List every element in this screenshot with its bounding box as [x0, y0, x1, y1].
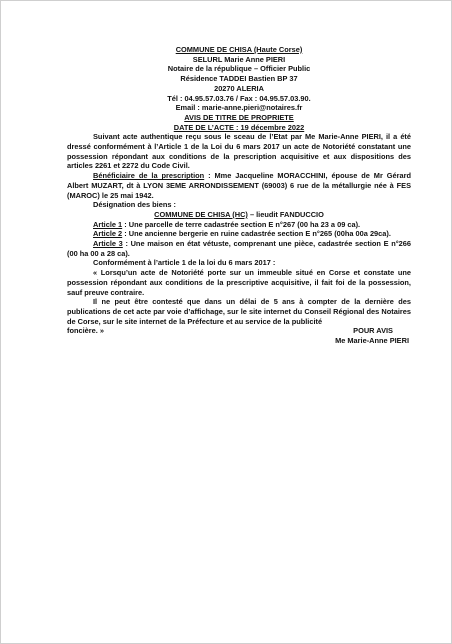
locality-name: – lieudit FANDUCCIO	[247, 209, 324, 219]
quote-paragraph-1: « Lorsqu’un acte de Notoriété porte sur un immeuble situé en Corse et constate une possession répondant aux conditions de la prescriptive acquisitive, il fait foi de la possession, sauf preuve contraire.	[67, 268, 411, 297]
residence-line: Résidence TADDEI Bastien BP 37	[180, 74, 298, 84]
email-line: Email : marie-anne.pieri@notaires.fr	[175, 103, 303, 113]
quote-paragraph-2: Il ne peut être contesté que dans un délai de 5 ans à compter de la dernière des publications de cet acte par voie d’affichage, sur le site internet du Conseil Régional des Notaires de Corse, sur le site internet de la Préfecture et au service de la publicité	[67, 297, 411, 326]
article-1-label: Article 1	[93, 219, 123, 229]
intro-paragraph: Suivant acte authentique reçu sous le sceau de l’Etat par Me Marie-Anne PIERI, il a été dressé conformément à l’Article 1 de la Loi du 6 mars 2017 un acte de Notoriété constatant une possession répondant aux conditions de la prescription acquisitive et aux dispositions des articles 2261 et 2272 du Code Civil.	[67, 132, 411, 171]
article-3-label: Article 3	[93, 239, 123, 249]
notice-title: AVIS DE TITRE DE PROPRIETE	[184, 112, 294, 122]
locality-line	[67, 210, 411, 220]
beneficiary-text: : Mme Jacqueline MORACCHINI, épouse de Mr Gérard Albert MUZART, dt à LYON 3EME ARRONDISSEMENT (69003) 6 rue de la métallurgie née à FES (MAROC) le 25 mai 1942.	[67, 171, 411, 200]
commune-title: COMMUNE DE CHISA (Haute Corse)	[175, 45, 303, 54]
notice-document	[67, 45, 411, 346]
article-1	[67, 220, 411, 230]
locality-commune: COMMUNE DE CHISA (HC)	[154, 209, 248, 219]
pour-avis: POUR AVIS	[353, 326, 393, 336]
phone-fax: Tél : 04.95.57.03.76 / Fax : 04.95.57.03.90.	[167, 93, 311, 103]
act-date: DATE DE L’ACTE : 19 décembre 2022	[173, 122, 305, 132]
article-3	[67, 239, 411, 258]
article-2-text: : Une ancienne bergerie en ruine cadastrée section E n°265 (00ha 00a 29ca).	[122, 229, 391, 239]
article-3-text: : Une maison en état vétuste, comprenant une pièce, cadastrée section E n°266 (00 ha 00 a 28 ca).	[67, 239, 412, 258]
article-1-text: : Une parcelle de terre cadastrée section E n°267 (00 ha 23 a 09 ca).	[122, 219, 361, 229]
notary-title: Notaire de la république – Officier Public	[167, 64, 311, 74]
designation-heading: Désignation des biens :	[93, 200, 176, 210]
beneficiary-label: Bénéficiaire de la prescription	[93, 171, 205, 181]
office-name: SELURL Marie Anne PIERI	[192, 54, 286, 64]
article-2-label: Article 2	[93, 229, 123, 239]
signature-name: Me Marie-Anne PIERI	[335, 336, 409, 346]
closing-quote: foncière. »	[67, 326, 104, 336]
article-2	[67, 229, 411, 239]
closing-line	[67, 326, 411, 336]
beneficiary-paragraph	[67, 171, 411, 200]
postal-city: 20270 ALERIA	[214, 83, 264, 93]
law-conformity: Conformément à l’article 1 de la loi du 6 mars 2017 :	[93, 258, 276, 268]
